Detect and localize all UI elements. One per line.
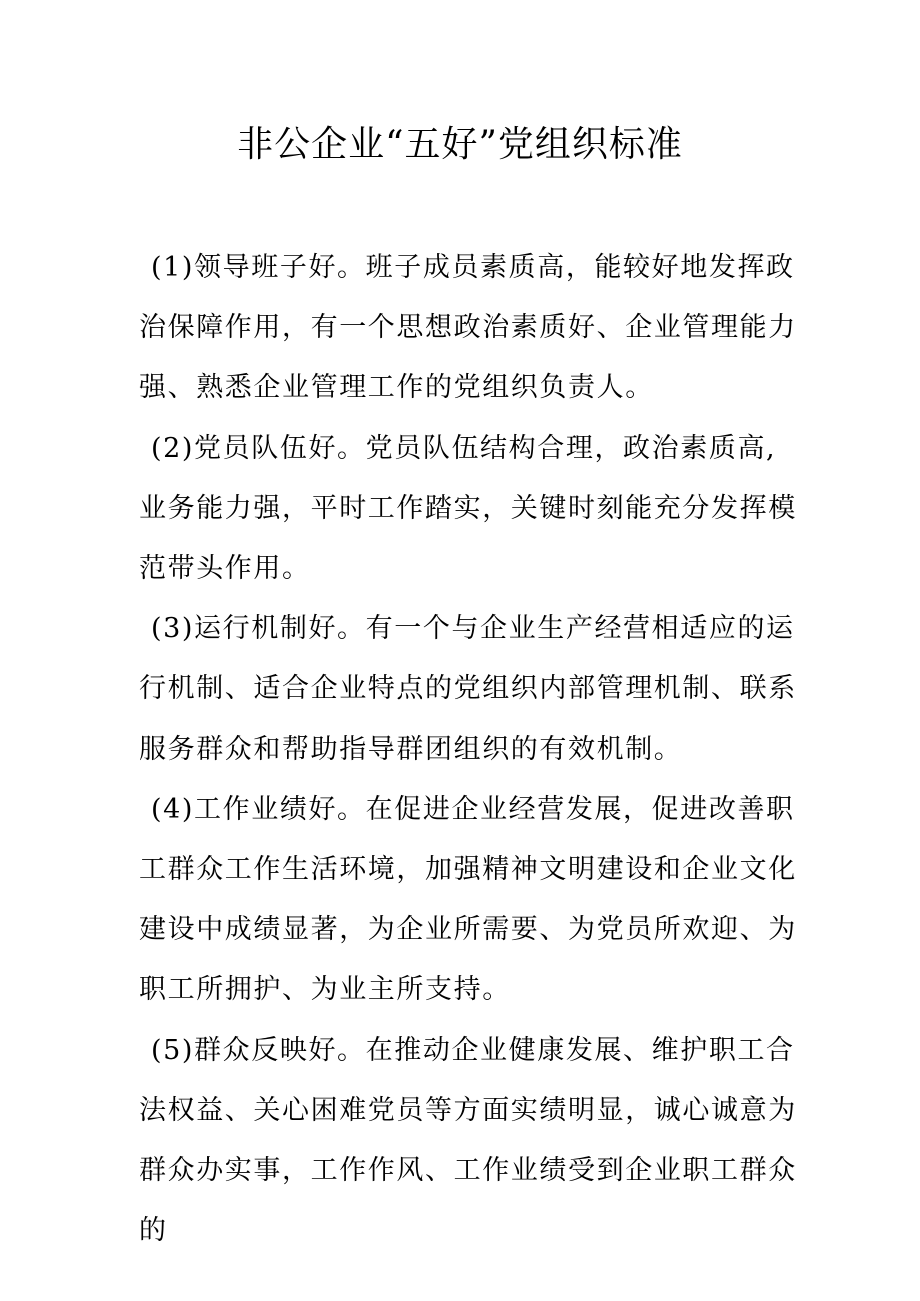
paragraph-work-performance: (4)工作业绩好。在促进企业经营发展，促进改善职工群众工作生活环境，加强精神文明建设和企业文化建设中成绩显著，为企业所需要、为党员所欢迎、为职工所拥护、为业主所支持。 bbox=[139, 793, 797, 1006]
document-title: 非公企业“五好”党组织标准 bbox=[237, 124, 683, 165]
paragraph-party-members: (2)党员队伍好。党员队伍结构合理，政治素质高,业务能力强，平时工作踏实，关键时刻能充分发挥模范带头作用。 bbox=[139, 432, 797, 585]
document-body bbox=[139, 238, 799, 1261]
paragraph-leadership: (1)领导班子好。班子成员素质高，能较好地发挥政治保障作用，有一个思想政治素质好、企业管理能力强、熟悉企业管理工作的党组织负责人。 bbox=[139, 252, 797, 404]
paragraph-public-feedback: (5)群众反映好。在推动企业健康发展、维护职工合法权益、关心困难党员等方面实绩明显，诚心诚意为群众办实事，工作作风、工作业绩受到企业职工群众的 bbox=[139, 1034, 797, 1247]
paragraph-operating-mechanism: (3)运行机制好。有一个与企业生产经营相适应的运行机制、适合企业特点的党组织内部管理机制、联系服务群众和帮助指导群团组织的有效机制。 bbox=[139, 613, 797, 765]
